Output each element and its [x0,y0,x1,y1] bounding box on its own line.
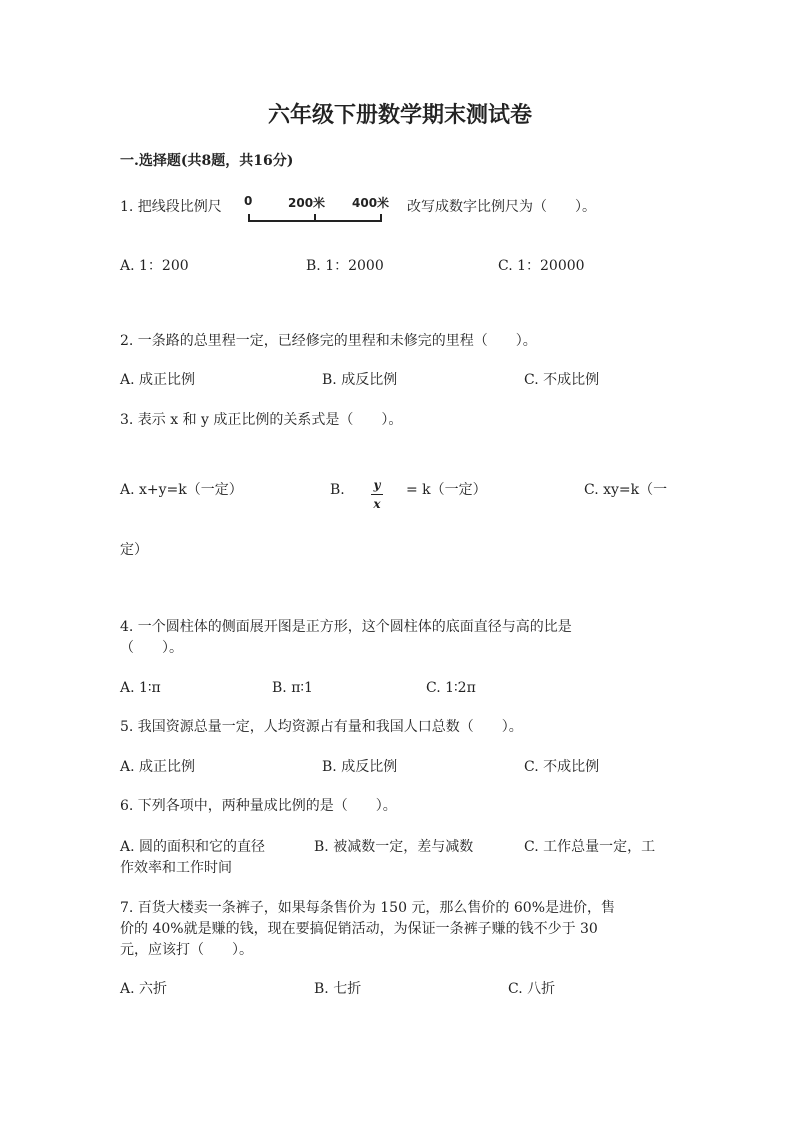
fraction-bar [371,494,383,495]
q4-option-b: B. π∶1 [272,680,313,696]
question-3-text: 3. 表示 x 和 y 成正比例的关系式是（ ）。 [120,412,403,428]
q7-option-b: B. 七折 [314,981,362,997]
q3-option-b-tail: = k（一定） [406,482,487,498]
q3-option-a: A. x+y=k（一定） [120,482,243,498]
fraction-numerator: y [373,478,381,492]
scale-label-400: 400米 [352,196,390,210]
q6-option-c: C. 工作总量一定，工 [524,839,656,855]
q2-option-c: C. 不成比例 [524,372,600,388]
q3-option-b-label: B. [330,482,345,498]
q3-option-c-continued: 定） [120,542,148,558]
q1-option-b: B. 1：2000 [306,258,384,274]
q2-option-a: A. 成正比例 [120,372,196,388]
q2-option-b: B. 成反比例 [322,372,398,388]
q5-option-c: C. 不成比例 [524,759,600,775]
question-1-text: 1. 把线段比例尺 [120,199,222,215]
q7-option-a: A. 六折 [120,981,168,997]
question-1-text-tail: 改写成数字比例尺为（ ）。 [407,199,596,215]
question-7-text-line2: 价的 40%就是赚的钱，现在要搞促销活动，为保证一条裤子赚的钱不少于 30 [120,921,598,937]
scale-tick [380,214,382,222]
y-over-x-fraction [370,478,384,511]
q4-option-c: C. 1∶2π [426,680,476,696]
question-4-text-line2: （ ）。 [120,640,183,656]
question-4-text: 4. 一个圆柱体的侧面展开图是正方形，这个圆柱体的底面直径与高的比是 [120,619,572,635]
scale-tick [248,214,250,222]
q7-option-c: C. 八折 [508,981,556,997]
q3-option-c: C. xy=k（一 [584,482,668,498]
section-heading: 一.选择题(共8题，共16分) [120,153,294,169]
line-segment-scale [244,190,394,230]
scale-label-200: 200米 [288,196,326,210]
scale-label-0: 0 [244,194,253,208]
q5-option-a: A. 成正比例 [120,759,196,775]
q5-option-b: B. 成反比例 [322,759,398,775]
page-title: 六年级下册数学期末测试卷 [267,102,532,128]
question-5-text: 5. 我国资源总量一定，人均资源占有量和我国人口总数（ ）。 [120,719,523,735]
question-2-text: 2. 一条路的总里程一定，已经修完的里程和未修完的里程（ ）。 [120,333,537,349]
q1-option-a: A. 1：200 [120,258,189,274]
q6-option-c-continued: 作效率和工作时间 [120,860,232,876]
q6-option-b: B. 被减数一定，差与减数 [314,839,474,855]
q4-option-a: A. 1∶π [120,680,161,696]
question-7-text-line3: 元，应该打（ ）。 [120,942,253,958]
q6-option-a: A. 圆的面积和它的直径 [120,839,266,855]
question-6-text: 6. 下列各项中，两种量成比例的是（ ）。 [120,798,397,814]
fraction-denominator: x [373,497,381,511]
scale-tick [314,214,316,222]
question-7-text: 7. 百货大楼卖一条裤子，如果每条售价为 150 元，那么售价的 60%是进价，售 [120,900,615,916]
q1-option-c: C. 1：20000 [498,258,585,274]
